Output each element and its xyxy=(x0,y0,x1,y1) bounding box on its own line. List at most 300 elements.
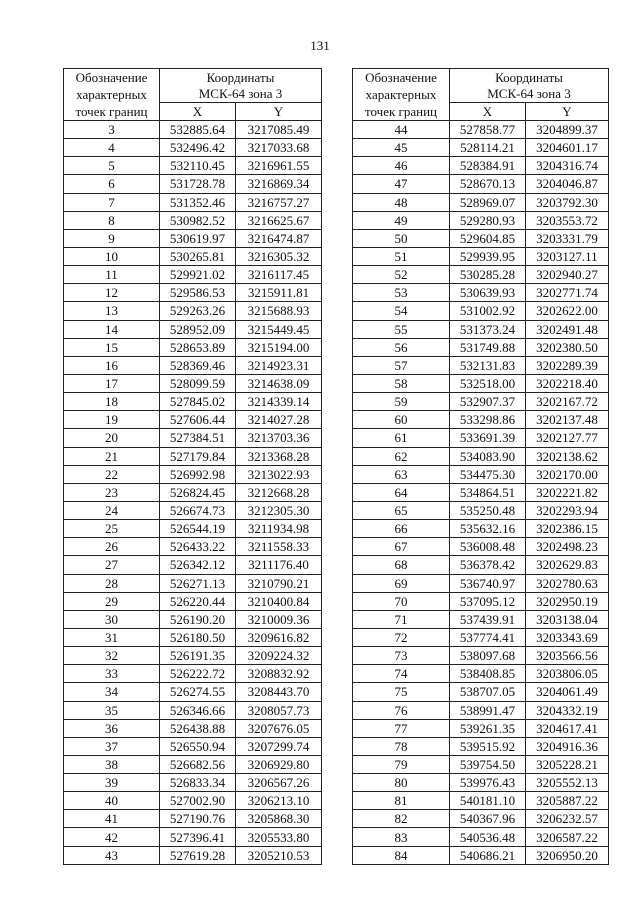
x-coordinate-cell: 530982.52 xyxy=(160,211,236,229)
page-number: 131 xyxy=(310,38,330,53)
y-coordinate-cell: 3211934.98 xyxy=(236,520,322,538)
point-number-cell: 52 xyxy=(353,266,450,284)
table-row xyxy=(353,483,609,501)
x-coordinate-cell: 528969.07 xyxy=(450,193,526,211)
y-coordinate-cell: 3203127.11 xyxy=(526,247,609,265)
point-number-cell: 51 xyxy=(353,247,450,265)
table-row xyxy=(353,139,609,157)
x-coordinate-cell: 526346.66 xyxy=(160,701,236,719)
x-coordinate-cell: 526682.56 xyxy=(160,755,236,773)
x-coordinate-cell: 540181.10 xyxy=(450,792,526,810)
table-row xyxy=(64,356,322,374)
y-coordinate-cell: 3216117.45 xyxy=(236,266,322,284)
y-coordinate-cell: 3202780.63 xyxy=(526,574,609,592)
table-row xyxy=(64,701,322,719)
x-coordinate-cell: 533691.39 xyxy=(450,429,526,447)
x-coordinate-cell: 534083.90 xyxy=(450,447,526,465)
table-row xyxy=(353,719,609,737)
x-coordinate-cell: 540367.96 xyxy=(450,810,526,828)
point-number-cell: 33 xyxy=(64,665,160,683)
table-row xyxy=(353,592,609,610)
x-column-header: X xyxy=(450,103,526,121)
y-column-header: Y xyxy=(236,103,322,121)
designation-header-line: точек границ xyxy=(364,104,438,119)
table-body-right xyxy=(353,121,609,865)
table-row xyxy=(64,429,322,447)
point-number-cell: 13 xyxy=(64,302,160,320)
table-row xyxy=(353,157,609,175)
point-number-cell: 47 xyxy=(353,175,450,193)
point-number-cell: 76 xyxy=(353,701,450,719)
coordinates-header-line: МСК-64 зона 3 xyxy=(198,85,283,101)
point-number-cell: 60 xyxy=(353,411,450,429)
y-coordinate-cell: 3216961.55 xyxy=(236,157,322,175)
y-coordinate-cell: 3204316.74 xyxy=(526,157,609,175)
table-row xyxy=(64,393,322,411)
y-coordinate-cell: 3217033.68 xyxy=(236,139,322,157)
table-row xyxy=(353,284,609,302)
point-number-cell: 58 xyxy=(353,374,450,392)
table-row xyxy=(64,520,322,538)
y-coordinate-cell: 3204899.37 xyxy=(526,121,609,139)
table-row xyxy=(353,647,609,665)
table-row xyxy=(64,338,322,356)
x-coordinate-cell: 538991.47 xyxy=(450,701,526,719)
x-coordinate-cell: 532131.83 xyxy=(450,356,526,374)
point-number-cell: 50 xyxy=(353,229,450,247)
point-number-cell: 77 xyxy=(353,719,450,737)
point-number-cell: 73 xyxy=(353,647,450,665)
point-number-cell: 25 xyxy=(64,520,160,538)
table-row xyxy=(353,356,609,374)
point-number-cell: 36 xyxy=(64,719,160,737)
y-coordinate-cell: 3204601.17 xyxy=(526,139,609,157)
table-row xyxy=(353,175,609,193)
y-coordinate-cell: 3204332.19 xyxy=(526,701,609,719)
x-coordinate-cell: 528099.59 xyxy=(160,374,236,392)
point-number-cell: 30 xyxy=(64,610,160,628)
y-coordinate-cell: 3203138.04 xyxy=(526,610,609,628)
point-number-cell: 27 xyxy=(64,556,160,574)
table-row xyxy=(353,810,609,828)
y-coordinate-cell: 3206950.20 xyxy=(526,846,609,864)
x-coordinate-cell: 535250.48 xyxy=(450,501,526,519)
x-coordinate-cell: 537439.91 xyxy=(450,610,526,628)
x-coordinate-cell: 527002.90 xyxy=(160,792,236,810)
x-column-header: X xyxy=(160,103,236,121)
y-coordinate-cell: 3202622.00 xyxy=(526,302,609,320)
x-coordinate-cell: 531728.78 xyxy=(160,175,236,193)
x-coordinate-cell: 532518.00 xyxy=(450,374,526,392)
y-coordinate-cell: 3209224.32 xyxy=(236,647,322,665)
table-row xyxy=(353,229,609,247)
y-coordinate-cell: 3205552.13 xyxy=(526,774,609,792)
table-row xyxy=(64,139,322,157)
y-coordinate-cell: 3216757.27 xyxy=(236,193,322,211)
x-coordinate-cell: 527179.84 xyxy=(160,447,236,465)
coordinates-header-line: Координаты xyxy=(495,69,563,85)
point-number-cell: 17 xyxy=(64,374,160,392)
x-coordinate-cell: 529263.26 xyxy=(160,302,236,320)
point-number-cell: 20 xyxy=(64,429,160,447)
y-coordinate-cell: 3215449.45 xyxy=(236,320,322,338)
table-row xyxy=(64,284,322,302)
x-coordinate-cell: 537774.41 xyxy=(450,628,526,646)
point-number-cell: 3 xyxy=(64,121,160,139)
table-row xyxy=(64,447,322,465)
x-coordinate-cell: 530285.28 xyxy=(450,266,526,284)
x-coordinate-cell: 533298.86 xyxy=(450,411,526,429)
y-coordinate-cell: 3202950.19 xyxy=(526,592,609,610)
point-number-cell: 35 xyxy=(64,701,160,719)
x-coordinate-cell: 539754.50 xyxy=(450,755,526,773)
point-number-cell: 48 xyxy=(353,193,450,211)
x-coordinate-cell: 529921.02 xyxy=(160,266,236,284)
point-number-cell: 37 xyxy=(64,737,160,755)
table-row xyxy=(353,846,609,864)
coordinates-header xyxy=(450,69,609,103)
point-number-cell: 56 xyxy=(353,338,450,356)
point-number-cell: 66 xyxy=(353,520,450,538)
x-coordinate-cell: 528952.09 xyxy=(160,320,236,338)
x-coordinate-cell: 534475.30 xyxy=(450,465,526,483)
point-number-cell: 49 xyxy=(353,211,450,229)
y-coordinate-cell: 3203792.30 xyxy=(526,193,609,211)
x-coordinate-cell: 527190.76 xyxy=(160,810,236,828)
x-coordinate-cell: 527384.51 xyxy=(160,429,236,447)
y-coordinate-cell: 3217085.49 xyxy=(236,121,322,139)
table-row xyxy=(64,266,322,284)
table-body-left xyxy=(64,121,322,865)
point-number-cell: 68 xyxy=(353,556,450,574)
y-coordinate-cell: 3210400.84 xyxy=(236,592,322,610)
x-coordinate-cell: 532885.64 xyxy=(160,121,236,139)
point-number-cell: 14 xyxy=(64,320,160,338)
point-number-cell: 79 xyxy=(353,755,450,773)
point-number-cell: 42 xyxy=(64,828,160,846)
y-coordinate-cell: 3208057.73 xyxy=(236,701,322,719)
coordinates-header xyxy=(160,69,322,103)
point-number-cell: 26 xyxy=(64,538,160,556)
point-number-cell: 72 xyxy=(353,628,450,646)
x-coordinate-cell: 527396.41 xyxy=(160,828,236,846)
y-coordinate-cell: 3211558.33 xyxy=(236,538,322,556)
x-coordinate-cell: 526274.55 xyxy=(160,683,236,701)
y-coordinate-cell: 3216474.87 xyxy=(236,229,322,247)
y-coordinate-cell: 3205887.22 xyxy=(526,792,609,810)
point-number-cell: 65 xyxy=(353,501,450,519)
y-coordinate-cell: 3202221.82 xyxy=(526,483,609,501)
x-coordinate-cell: 526992.98 xyxy=(160,465,236,483)
x-coordinate-cell: 526190.20 xyxy=(160,610,236,628)
x-coordinate-cell: 539515.92 xyxy=(450,737,526,755)
y-coordinate-cell: 3203566.56 xyxy=(526,647,609,665)
table-row xyxy=(64,755,322,773)
table-row xyxy=(353,501,609,519)
y-coordinate-cell: 3206587.22 xyxy=(526,828,609,846)
table-row xyxy=(353,338,609,356)
point-number-cell: 63 xyxy=(353,465,450,483)
x-coordinate-cell: 527845.02 xyxy=(160,393,236,411)
y-coordinate-cell: 3202629.83 xyxy=(526,556,609,574)
point-number-cell: 6 xyxy=(64,175,160,193)
y-coordinate-cell: 3214638.09 xyxy=(236,374,322,392)
table-row xyxy=(353,701,609,719)
y-coordinate-cell: 3206213.10 xyxy=(236,792,322,810)
x-coordinate-cell: 526342.12 xyxy=(160,556,236,574)
x-coordinate-cell: 526550.94 xyxy=(160,737,236,755)
y-coordinate-cell: 3202137.48 xyxy=(526,411,609,429)
y-coordinate-cell: 3202138.62 xyxy=(526,447,609,465)
table-row xyxy=(64,175,322,193)
point-number-cell: 24 xyxy=(64,501,160,519)
x-coordinate-cell: 526180.50 xyxy=(160,628,236,646)
y-coordinate-cell: 3203331.79 xyxy=(526,229,609,247)
y-coordinate-cell: 3202167.72 xyxy=(526,393,609,411)
x-coordinate-cell: 531002.92 xyxy=(450,302,526,320)
table-row xyxy=(64,229,322,247)
point-number-cell: 22 xyxy=(64,465,160,483)
table-row xyxy=(353,774,609,792)
coordinates-header-line: МСК-64 зона 3 xyxy=(487,85,571,101)
y-coordinate-cell: 3205868.30 xyxy=(236,810,322,828)
y-coordinate-cell: 3203806.05 xyxy=(526,665,609,683)
point-number-cell: 80 xyxy=(353,774,450,792)
table-row xyxy=(353,447,609,465)
point-number-cell: 84 xyxy=(353,846,450,864)
table-row xyxy=(353,393,609,411)
y-coordinate-cell: 3212668.28 xyxy=(236,483,322,501)
table-row xyxy=(353,411,609,429)
point-number-cell: 44 xyxy=(353,121,450,139)
point-number-cell: 8 xyxy=(64,211,160,229)
y-coordinate-cell: 3215911.81 xyxy=(236,284,322,302)
x-coordinate-cell: 528369.46 xyxy=(160,356,236,374)
table-row xyxy=(64,574,322,592)
y-coordinate-cell: 3212305.30 xyxy=(236,501,322,519)
coordinates-header-line: Координаты xyxy=(206,69,275,85)
point-number-cell: 29 xyxy=(64,592,160,610)
point-number-cell: 39 xyxy=(64,774,160,792)
x-coordinate-cell: 526433.22 xyxy=(160,538,236,556)
x-coordinate-cell: 526833.34 xyxy=(160,774,236,792)
point-number-cell: 10 xyxy=(64,247,160,265)
table-row xyxy=(353,628,609,646)
table-row xyxy=(353,374,609,392)
x-coordinate-cell: 538097.68 xyxy=(450,647,526,665)
table-row xyxy=(353,792,609,810)
y-coordinate-cell: 3208832.92 xyxy=(236,665,322,683)
table-row xyxy=(64,610,322,628)
table-row xyxy=(353,610,609,628)
x-coordinate-cell: 530639.93 xyxy=(450,284,526,302)
table-row xyxy=(353,302,609,320)
table-row xyxy=(64,665,322,683)
y-coordinate-cell: 3206929.80 xyxy=(236,755,322,773)
y-coordinate-cell: 3213368.28 xyxy=(236,447,322,465)
x-coordinate-cell: 526674.73 xyxy=(160,501,236,519)
designation-header-line: Обозначение xyxy=(75,70,148,85)
table-row xyxy=(64,628,322,646)
x-coordinate-cell: 536378.42 xyxy=(450,556,526,574)
point-number-cell: 9 xyxy=(64,229,160,247)
x-coordinate-cell: 527619.28 xyxy=(160,846,236,864)
y-coordinate-cell: 3214339.14 xyxy=(236,393,322,411)
point-number-cell: 18 xyxy=(64,393,160,411)
x-coordinate-cell: 526220.44 xyxy=(160,592,236,610)
x-coordinate-cell: 535632.16 xyxy=(450,520,526,538)
point-number-cell: 4 xyxy=(64,139,160,157)
y-coordinate-cell: 3210790.21 xyxy=(236,574,322,592)
point-number-cell: 11 xyxy=(64,266,160,284)
x-coordinate-cell: 536008.48 xyxy=(450,538,526,556)
point-number-cell: 59 xyxy=(353,393,450,411)
y-coordinate-cell: 3202127.77 xyxy=(526,429,609,447)
point-number-cell: 43 xyxy=(64,846,160,864)
table-row xyxy=(64,247,322,265)
table-row xyxy=(353,211,609,229)
table-row xyxy=(353,665,609,683)
y-coordinate-cell: 3209616.82 xyxy=(236,628,322,646)
x-coordinate-cell: 532496.42 xyxy=(160,139,236,157)
table-row xyxy=(64,374,322,392)
x-coordinate-cell: 528653.89 xyxy=(160,338,236,356)
point-number-cell: 16 xyxy=(64,356,160,374)
point-number-cell: 5 xyxy=(64,157,160,175)
table-row xyxy=(353,247,609,265)
point-number-cell: 34 xyxy=(64,683,160,701)
point-number-cell: 19 xyxy=(64,411,160,429)
y-coordinate-cell: 3204061.49 xyxy=(526,683,609,701)
x-coordinate-cell: 539261.35 xyxy=(450,719,526,737)
y-coordinate-cell: 3204046.87 xyxy=(526,175,609,193)
table-row xyxy=(353,556,609,574)
y-coordinate-cell: 3204916.36 xyxy=(526,737,609,755)
table-row xyxy=(353,683,609,701)
y-coordinate-cell: 3214027.28 xyxy=(236,411,322,429)
designation-header-line: Обозначение xyxy=(365,70,437,85)
y-coordinate-cell: 3216625.67 xyxy=(236,211,322,229)
table-row xyxy=(64,538,322,556)
y-coordinate-cell: 3213703.36 xyxy=(236,429,322,447)
y-coordinate-cell: 3202170.00 xyxy=(526,465,609,483)
y-coordinate-cell: 3216305.32 xyxy=(236,247,322,265)
y-coordinate-cell: 3202218.40 xyxy=(526,374,609,392)
point-number-cell: 78 xyxy=(353,737,450,755)
table-row xyxy=(64,121,322,139)
table-row xyxy=(64,647,322,665)
x-coordinate-cell: 536740.97 xyxy=(450,574,526,592)
table-row xyxy=(64,483,322,501)
table-row xyxy=(64,465,322,483)
table-row xyxy=(64,411,322,429)
point-number-cell: 75 xyxy=(353,683,450,701)
table-row xyxy=(64,320,322,338)
table-row xyxy=(353,429,609,447)
coordinates-table-left xyxy=(63,68,322,865)
x-coordinate-cell: 526824.45 xyxy=(160,483,236,501)
table-row xyxy=(64,719,322,737)
y-coordinate-cell: 3202386.15 xyxy=(526,520,609,538)
point-number-cell: 54 xyxy=(353,302,450,320)
point-number-cell: 81 xyxy=(353,792,450,810)
point-number-cell: 67 xyxy=(353,538,450,556)
point-number-cell: 61 xyxy=(353,429,450,447)
y-coordinate-cell: 3215194.00 xyxy=(236,338,322,356)
point-number-cell: 64 xyxy=(353,483,450,501)
y-coordinate-cell: 3205228.21 xyxy=(526,755,609,773)
x-coordinate-cell: 529280.93 xyxy=(450,211,526,229)
table-row xyxy=(64,810,322,828)
table-row xyxy=(353,755,609,773)
table-row xyxy=(353,266,609,284)
table-row xyxy=(64,846,322,864)
point-number-cell: 23 xyxy=(64,483,160,501)
table-row xyxy=(64,792,322,810)
designation-header-line: характерных xyxy=(365,87,437,102)
table-row xyxy=(64,193,322,211)
x-coordinate-cell: 539976.43 xyxy=(450,774,526,792)
table-row xyxy=(64,774,322,792)
x-coordinate-cell: 526191.35 xyxy=(160,647,236,665)
x-coordinate-cell: 526271.13 xyxy=(160,574,236,592)
x-coordinate-cell: 531373.24 xyxy=(450,320,526,338)
point-number-cell: 12 xyxy=(64,284,160,302)
table-row xyxy=(353,828,609,846)
y-coordinate-cell: 3210009.36 xyxy=(236,610,322,628)
designation-header-line: характерных xyxy=(76,87,147,102)
x-coordinate-cell: 529604.85 xyxy=(450,229,526,247)
x-coordinate-cell: 528384.91 xyxy=(450,157,526,175)
table-row xyxy=(353,737,609,755)
y-coordinate-cell: 3207676.05 xyxy=(236,719,322,737)
point-number-cell: 62 xyxy=(353,447,450,465)
table-row xyxy=(353,538,609,556)
point-number-cell: 28 xyxy=(64,574,160,592)
y-coordinate-cell: 3202289.39 xyxy=(526,356,609,374)
y-coordinate-cell: 3211176.40 xyxy=(236,556,322,574)
y-coordinate-cell: 3213022.93 xyxy=(236,465,322,483)
x-coordinate-cell: 526222.72 xyxy=(160,665,236,683)
y-coordinate-cell: 3204617.41 xyxy=(526,719,609,737)
table-row xyxy=(353,320,609,338)
x-coordinate-cell: 540536.48 xyxy=(450,828,526,846)
x-coordinate-cell: 528670.13 xyxy=(450,175,526,193)
y-coordinate-cell: 3215688.93 xyxy=(236,302,322,320)
point-number-cell: 15 xyxy=(64,338,160,356)
point-number-cell: 69 xyxy=(353,574,450,592)
y-coordinate-cell: 3205533.80 xyxy=(236,828,322,846)
table-row xyxy=(353,465,609,483)
point-number-cell: 31 xyxy=(64,628,160,646)
x-coordinate-cell: 531749.88 xyxy=(450,338,526,356)
y-coordinate-cell: 3202771.74 xyxy=(526,284,609,302)
y-coordinate-cell: 3208443.70 xyxy=(236,683,322,701)
designation-header xyxy=(353,69,450,121)
table-row xyxy=(64,828,322,846)
x-coordinate-cell: 530265.81 xyxy=(160,247,236,265)
table-row xyxy=(64,501,322,519)
x-coordinate-cell: 529586.53 xyxy=(160,284,236,302)
point-number-cell: 38 xyxy=(64,755,160,773)
point-number-cell: 32 xyxy=(64,647,160,665)
x-coordinate-cell: 538408.85 xyxy=(450,665,526,683)
point-number-cell: 74 xyxy=(353,665,450,683)
table-row xyxy=(64,683,322,701)
y-coordinate-cell: 3206232.57 xyxy=(526,810,609,828)
x-coordinate-cell: 537095.12 xyxy=(450,592,526,610)
x-coordinate-cell: 528114.21 xyxy=(450,139,526,157)
